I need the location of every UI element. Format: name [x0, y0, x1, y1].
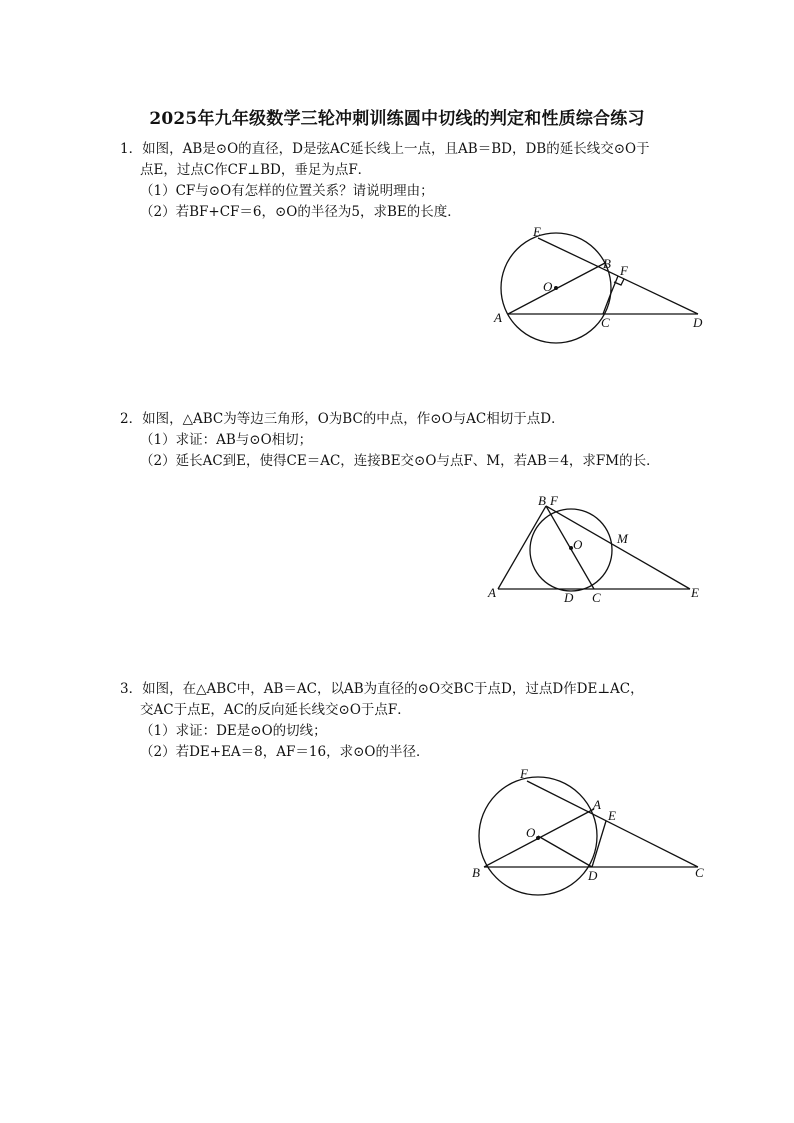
- label-a: A: [488, 585, 496, 600]
- segment-de: [592, 821, 606, 867]
- problem-1-line-1: 1．如图，AB是⊙O的直径，D是弦AC延长线上一点，且AB＝BD，DB的延长线交⊙O于: [120, 141, 650, 157]
- page-title: 2025年九年级数学三轮冲刺训练圆中切线的判定和性质综合练习: [149, 109, 645, 129]
- label-o: O: [543, 279, 553, 294]
- label-b: B: [472, 865, 480, 880]
- label-a: A: [494, 310, 502, 325]
- label-e: E: [533, 224, 541, 239]
- label-f: F: [550, 493, 558, 508]
- label-e: E: [691, 585, 699, 600]
- label-e: E: [608, 808, 616, 823]
- label-m: M: [617, 531, 628, 546]
- problem-3-line-2: 交AC于点E，AC的反向延长线交⊙O于点F．: [140, 702, 411, 718]
- center-point: [554, 286, 558, 290]
- label-f: F: [520, 766, 528, 781]
- problem-1-question-2: （2）若BF+CF＝6，⊙O的半径为5，求BE的长度．: [140, 204, 461, 220]
- problem-1-question-1: （1）CF与⊙O有怎样的位置关系？请说明理由；: [140, 183, 434, 199]
- problem-2-question-2: （2）延长AC到E，使得CE＝AC，连接BE交⊙O与点F、M，若AB＝4，求FM的长．: [140, 453, 660, 469]
- problem-3-question-2: （2）若DE+EA＝8，AF＝16，求⊙O的半径．: [140, 744, 430, 760]
- problem-2-line-1: 2．如图，△ABC为等边三角形，O为BC的中点，作⊙O与AC相切于点D．: [120, 411, 565, 427]
- label-d: D: [693, 315, 703, 330]
- label-b: B: [538, 493, 546, 508]
- problem-2-figure: [482, 490, 712, 610]
- label-c: C: [592, 590, 601, 605]
- problem-3-figure: [468, 765, 713, 905]
- label-o: O: [526, 825, 536, 840]
- label-f: F: [620, 263, 628, 278]
- right-angle-mark: [614, 279, 624, 285]
- problem-1-figure: [488, 222, 718, 352]
- label-d: D: [564, 590, 574, 605]
- label-o: O: [573, 537, 583, 552]
- label-c: C: [601, 315, 610, 330]
- label-d: D: [588, 868, 598, 883]
- problem-1-line-2: 点E，过点C作CF⊥BD，垂足为点F．: [140, 162, 372, 178]
- label-b: B: [603, 256, 611, 271]
- label-a: A: [593, 797, 601, 812]
- segment-ab: [498, 506, 546, 589]
- problem-3-line-1: 3．如图，在△ABC中，AB＝AC，以AB为直径的⊙O交BC于点D，过点D作DE⊥AC，: [120, 681, 644, 697]
- segment-be: [546, 506, 690, 589]
- segment-od: [538, 836, 592, 867]
- problem-3-question-1: （1）求证：DE是⊙O的切线；: [140, 723, 327, 739]
- segment-fc: [527, 781, 698, 867]
- problem-2-question-1: （1）求证：AB与⊙O相切；: [140, 432, 313, 448]
- label-c: C: [695, 865, 704, 880]
- center-point: [536, 836, 540, 840]
